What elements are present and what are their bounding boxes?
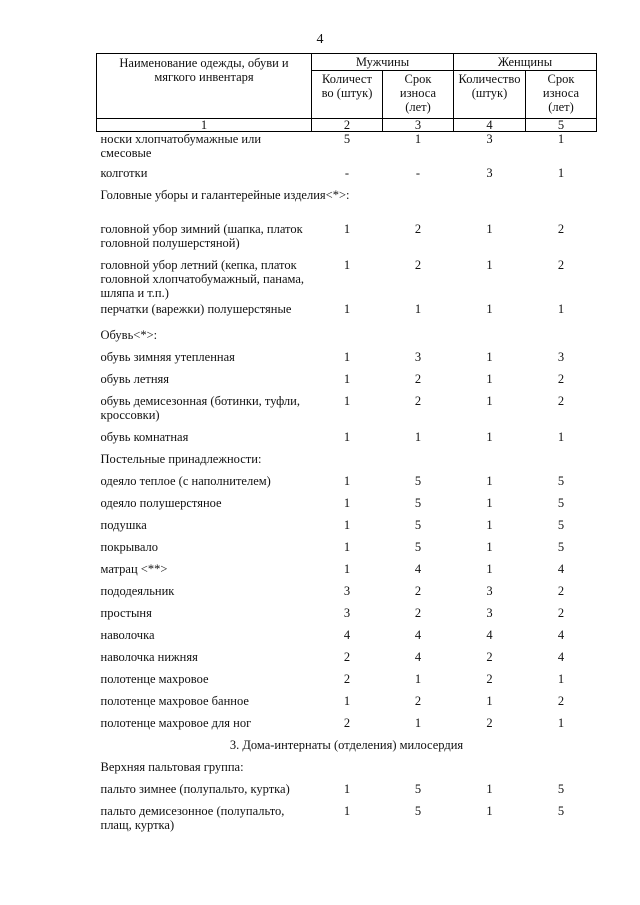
men-term: 2: [414, 257, 422, 272]
table-row: [97, 562, 597, 584]
table-row: [97, 350, 597, 372]
women-quantity: 1: [486, 221, 493, 236]
table-row: [97, 804, 597, 834]
empty-cell: [454, 452, 597, 474]
men-quantity: 1: [343, 371, 351, 386]
women-quantity: 1: [486, 301, 493, 316]
women-term: 3: [557, 349, 565, 364]
women-quantity: 1: [486, 495, 493, 510]
women-term: 4: [557, 649, 565, 664]
men-quantity: 1: [343, 429, 351, 444]
men-term: 5: [414, 517, 422, 532]
column-number: 5: [526, 119, 597, 132]
item-name: головной убор зимний (шапка, платок головной полушерстяной): [100, 221, 303, 250]
empty-cell: [454, 760, 597, 782]
men-term: 1: [414, 301, 422, 316]
women-quantity: 1: [486, 781, 493, 796]
item-name: простыня: [100, 605, 152, 620]
men-term: 1: [414, 132, 422, 146]
men-term: 5: [414, 539, 422, 554]
women-term: 1: [557, 165, 565, 180]
item-name: одеяло полушерстяное: [100, 495, 222, 510]
women-quantity: 1: [486, 539, 493, 554]
group-heading: Верхняя пальтовая группа:: [100, 759, 244, 774]
women-quantity: 1: [486, 517, 493, 532]
item-name: полотенце махровое банное: [100, 693, 249, 708]
empty-cell: [454, 188, 597, 222]
table-row: [97, 166, 597, 188]
section-heading-row: [97, 738, 597, 760]
table-row: [97, 394, 597, 430]
men-quantity: 1: [343, 473, 351, 488]
empty-cell: [454, 328, 597, 350]
men-quantity: 2: [343, 671, 351, 686]
men-quantity: 1: [343, 781, 351, 796]
men-term: 5: [414, 781, 422, 796]
men-term: 2: [414, 221, 422, 236]
column-number: 2: [312, 119, 383, 132]
women-term: 2: [557, 371, 565, 386]
women-term: 5: [557, 473, 565, 488]
women-quantity: 1: [486, 393, 493, 408]
women-term: 2: [557, 221, 565, 236]
men-quantity: 1: [343, 257, 351, 272]
item-name: колготки: [100, 165, 148, 180]
women-quantity: 2: [486, 671, 493, 686]
header-women: Женщины: [454, 54, 597, 71]
column-number: 3: [383, 119, 454, 132]
group-heading-row: [97, 760, 597, 782]
table-body: [97, 132, 597, 834]
header-women-quantity: Количество (штук): [454, 71, 526, 119]
women-term: 2: [557, 393, 565, 408]
item-name: полотенце махровое для ног: [100, 715, 252, 730]
women-quantity: 3: [486, 583, 493, 598]
item-name: пальто зимнее (полупальто, куртка): [100, 781, 290, 796]
men-term: 5: [414, 495, 422, 510]
item-name: пододеяльник: [100, 583, 175, 598]
men-term: 2: [414, 693, 422, 708]
women-quantity: 2: [486, 649, 493, 664]
item-name: матрац <**>: [100, 561, 168, 576]
table-row: [97, 258, 597, 302]
column-number: 1: [97, 119, 312, 132]
men-term: 2: [414, 371, 422, 386]
section-heading: 3. Дома-интернаты (отделения) милосердия: [229, 737, 464, 752]
table-row: [97, 496, 597, 518]
men-quantity: 2: [343, 715, 351, 730]
women-term: 5: [557, 495, 565, 510]
men-term: 5: [414, 803, 422, 818]
men-term: 2: [414, 605, 422, 620]
header-men-quantity: Количест во (штук): [312, 71, 383, 119]
women-term: 2: [557, 605, 565, 620]
table-row: [97, 650, 597, 672]
table-row: [97, 372, 597, 394]
women-quantity: 1: [486, 561, 493, 576]
women-term: 1: [557, 671, 565, 686]
table-row: [97, 782, 597, 804]
men-term: 1: [414, 671, 422, 686]
men-term: 3: [414, 349, 422, 364]
women-term: 1: [557, 715, 565, 730]
men-quantity: 1: [343, 693, 351, 708]
women-term: 4: [557, 627, 565, 642]
men-term: 4: [414, 627, 422, 642]
men-quantity: 1: [343, 301, 351, 316]
table-row: [97, 584, 597, 606]
men-quantity: 1: [343, 561, 351, 576]
women-quantity: 1: [486, 803, 493, 818]
men-quantity: 3: [343, 583, 351, 598]
item-name: обувь летняя: [100, 371, 170, 386]
men-quantity: 1: [343, 393, 351, 408]
women-quantity: 3: [486, 605, 493, 620]
women-term: 5: [557, 781, 565, 796]
women-quantity: 3: [486, 132, 493, 146]
women-quantity: 1: [486, 693, 493, 708]
table-row: [97, 672, 597, 694]
women-term: 2: [557, 693, 565, 708]
header-women-term: Срок износа (лет): [526, 71, 597, 119]
item-name: одеяло теплое (с наполнителем): [100, 473, 271, 488]
women-term: 4: [557, 561, 565, 576]
women-quantity: 1: [486, 349, 493, 364]
item-name: головной убор летний (кепка, платок головной хлопчатобумажный, панама, шляпа и т.п.): [100, 257, 305, 300]
header-men: Мужчины: [312, 54, 454, 71]
item-name: полотенце махровое: [100, 671, 209, 686]
men-term: -: [415, 165, 421, 180]
men-term: 4: [414, 649, 422, 664]
group-heading-row: [97, 452, 597, 474]
women-term: 5: [557, 803, 565, 818]
women-term: 2: [557, 257, 565, 272]
women-term: 1: [557, 132, 565, 146]
men-quantity: 1: [343, 221, 351, 236]
women-quantity: 1: [486, 257, 493, 272]
table-row: [97, 606, 597, 628]
women-quantity: 1: [486, 371, 493, 386]
women-quantity: 1: [486, 473, 493, 488]
item-name: покрывало: [100, 539, 159, 554]
item-name: носки хлопчатобумажные или смесовые: [100, 132, 262, 160]
men-term: 2: [414, 393, 422, 408]
men-quantity: 5: [343, 132, 351, 146]
men-quantity: 1: [343, 517, 351, 532]
women-quantity: 1: [486, 429, 493, 444]
item-name: обувь демисезонная (ботинки, туфли, кроссовки): [100, 393, 300, 422]
table-row: [97, 716, 597, 738]
header-men-term: Срок износа (лет): [383, 71, 454, 119]
table-row: [97, 132, 597, 166]
men-term: 4: [414, 561, 422, 576]
column-number: 4: [454, 119, 526, 132]
group-heading-row: [97, 328, 597, 350]
men-quantity: 1: [343, 349, 351, 364]
men-term: 2: [414, 583, 422, 598]
men-term: 1: [414, 715, 422, 730]
table-row: [97, 694, 597, 716]
women-quantity: 3: [486, 165, 493, 180]
item-name: обувь зимняя утепленная: [100, 349, 235, 364]
table-row: [97, 628, 597, 650]
men-quantity: 1: [343, 495, 351, 510]
women-term: 5: [557, 517, 565, 532]
men-quantity: 2: [343, 649, 351, 664]
group-heading: Обувь<*>:: [100, 327, 158, 342]
group-heading: Постельные принадлежности:: [100, 451, 262, 466]
table-row: [97, 430, 597, 452]
group-heading-row: [97, 188, 597, 222]
men-quantity: 3: [343, 605, 351, 620]
table-row: [97, 540, 597, 562]
men-quantity: 4: [343, 627, 351, 642]
women-term: 5: [557, 539, 565, 554]
men-quantity: -: [344, 165, 350, 180]
group-heading: Головные уборы и галантерейные изделия<*>:: [100, 187, 350, 202]
women-term: 1: [557, 301, 565, 316]
table-row: [97, 222, 597, 258]
women-term: 2: [557, 583, 565, 598]
item-name: пальто демисезонное (полупальто, плащ, куртка): [100, 803, 285, 832]
item-name: наволочка: [100, 627, 155, 642]
men-term: 1: [414, 429, 422, 444]
table-row: [97, 518, 597, 540]
item-name: подушка: [100, 517, 147, 532]
header-name-column: Наименование одежды, обуви и мягкого инвентаря: [97, 54, 312, 119]
women-quantity: 4: [486, 627, 493, 642]
table-row: [97, 474, 597, 496]
men-term: 5: [414, 473, 422, 488]
page-number: 4: [316, 32, 324, 47]
women-term: 1: [557, 429, 565, 444]
table-row: [97, 302, 597, 328]
women-quantity: 2: [486, 715, 493, 730]
men-quantity: 1: [343, 539, 351, 554]
clothing-norms-table: [96, 53, 597, 834]
item-name: перчатки (варежки) полушерстяные: [100, 301, 292, 316]
men-quantity: 1: [343, 803, 351, 818]
item-name: наволочка нижняя: [100, 649, 198, 664]
item-name: обувь комнатная: [100, 429, 189, 444]
